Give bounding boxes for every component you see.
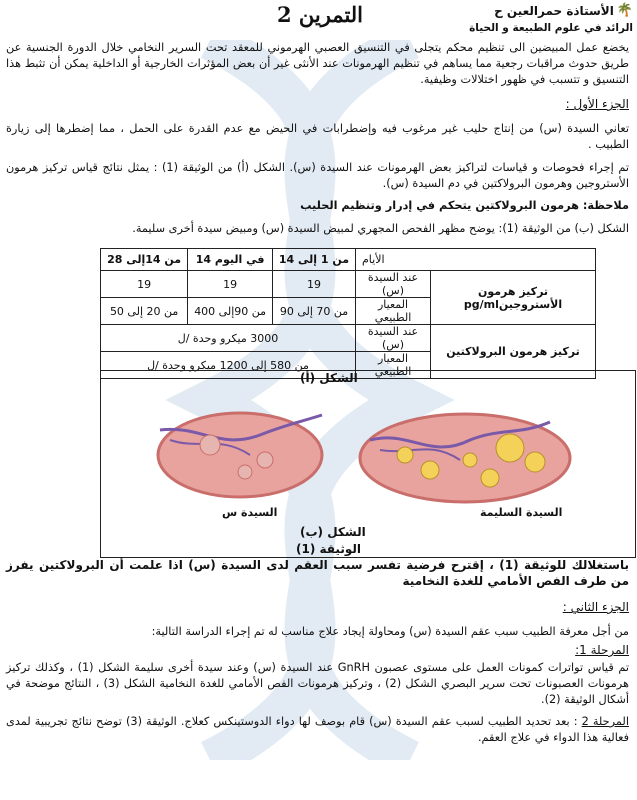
days-col-3: من 14إلى 28 xyxy=(101,249,188,271)
exercise-title: التمرين 2 xyxy=(276,2,364,27)
table-cell: من 580 إلى 1200 ميكرو وحدة /ل xyxy=(101,352,356,379)
estrogen-label: تركيز هرمون الأستروجينpg/ml xyxy=(431,271,596,325)
patient-ovary-image xyxy=(150,400,330,510)
leaf-icon: 🌴 xyxy=(616,3,633,18)
prolactin-label: تركيز هرمون البرولاكتين xyxy=(431,325,596,379)
table-cell: من 90إلى 400 xyxy=(188,298,273,325)
part1-heading: الجزء الأول : xyxy=(565,97,629,111)
normal-label: المعيار الطبيعي xyxy=(356,352,431,379)
table-row xyxy=(101,271,596,298)
author-name xyxy=(494,3,633,18)
stage2-text: : بعد تحديد الطبيب لسبب عقم السيدة (س) قام بوصف لها دواء الدوستينكس كعلاج. الوثيقة (3) توضح نتائج تجريبية لمدى فعالية هذا الدواء في علاج العقم. xyxy=(6,715,629,744)
days-col-1: من 1 إلى 14 xyxy=(273,249,356,271)
stage1-text: تم قياس تواترات كمونات العمل على مستوى عصبون GnRH عند السيدة (س) وعند سيدة أخرى سليمة الشكل (1) ، وكذلك تركيز هرمونات العصبونات تحت سرير البصري الشكل (2) ، وتركيز هرمونات الفص الأمامي للغدة النخامية الشكل (3) ، النتائج موضحة في أشكال الوثيقة (2). xyxy=(6,661,629,706)
patient-label: عند السيدة (س) xyxy=(356,325,431,352)
hypothesis-question: باستغلالك للوثيقة (1) ، إقترح فرضية تفسر سبب العقم لدى السيدة (س) اذا علمت أن البرولاكتين يفرز من طرف الفص الأمامي للغدة النخامية xyxy=(6,558,629,588)
intro-paragraph: يخضع عمل المبيضين الى تنظيم محكم يتجلى في التنسيق العصبي الهرموني للمعقد تحت السرير النخامي خلال الدورة الجنسية عن طريق حدوث مراقبات رجعية مما يساهم في تنظيم الهرمونات عند الأنثى غير أن بعض المؤثرات الخارجية أو الداخلية يمكن أن تثبط هذا التنسيق و تتسبب في ظهور اختلالات وظيفية. xyxy=(6,41,629,86)
healthy-ovary-image xyxy=(350,400,580,510)
part1-paragraph-1: تعاني السيدة (س) من إنتاج حليب غير مرغوب فيه وإضطرابات في الحيض مع عدم القدرة على الحمل ، مما إضطرها إلى زيارة الطبيب . xyxy=(6,122,629,151)
part2-intro: من أجل معرفة الطبيب سبب عقم السيدة (س) ومحاولة إيجاد علاج مناسب له تم إجراء الدراسة التالية: xyxy=(151,625,629,638)
figure-a-caption: الشكل (أ) xyxy=(300,371,358,385)
table-cell: 19 xyxy=(273,271,356,298)
stage1-label: المرحلة 1: xyxy=(575,643,629,657)
days-header: الأيام xyxy=(356,249,596,271)
table-cell: من 70 إلى 90 xyxy=(273,298,356,325)
patient-woman-caption: السيدة س xyxy=(222,506,278,519)
table-header-row xyxy=(101,249,596,271)
note-text: ملاحظة: هرمون البرولاكتين يتحكم في إدرار وتنظيم الحليب xyxy=(300,199,629,212)
figure-b-caption: الشكل (ب) xyxy=(300,525,366,539)
table-cell: 19 xyxy=(188,271,273,298)
patient-label: عند السيدة (س) xyxy=(356,271,431,298)
days-col-2: في اليوم 14 xyxy=(188,249,273,271)
table-cell: 19 xyxy=(101,271,188,298)
healthy-woman-caption: السيدة السليمة xyxy=(480,506,563,519)
figure-b-description: الشكل (ب) من الوثيقة (1): يوضح مظهر الفحص المجهري لمبيض السيدة (س) ومبيض سيدة أخرى سليمة. xyxy=(132,222,629,235)
table-cell: 3000 ميكرو وحدة /ل xyxy=(101,325,356,352)
document-1-caption: الوثيقة (1) xyxy=(296,542,361,556)
hormone-table xyxy=(100,248,596,379)
table-cell: من 20 إلى 50 xyxy=(101,298,188,325)
subject-subtitle: الرائد في علوم الطبيعة و الحياة xyxy=(469,22,633,34)
part1-paragraph-2: تم إجراء فحوصات و قياسات لتراكيز بعض الهرمونات عند السيدة (س). الشكل (أ) من الوثيقة (1) : يمثل نتائج قياس تركيز هرمون الأستروجين وهرمون البرولاكتين في دم السيدة (س). xyxy=(6,161,629,190)
table-row xyxy=(101,325,596,352)
stage2-label: المرحلة 2 xyxy=(581,715,629,728)
stage2-paragraph xyxy=(6,714,629,746)
part2-heading: الجزء الثاني : xyxy=(562,600,629,614)
normal-label: المعيار الطبيعي xyxy=(356,298,431,325)
author-text: الأستاذة حمرالعين ح xyxy=(494,3,614,18)
